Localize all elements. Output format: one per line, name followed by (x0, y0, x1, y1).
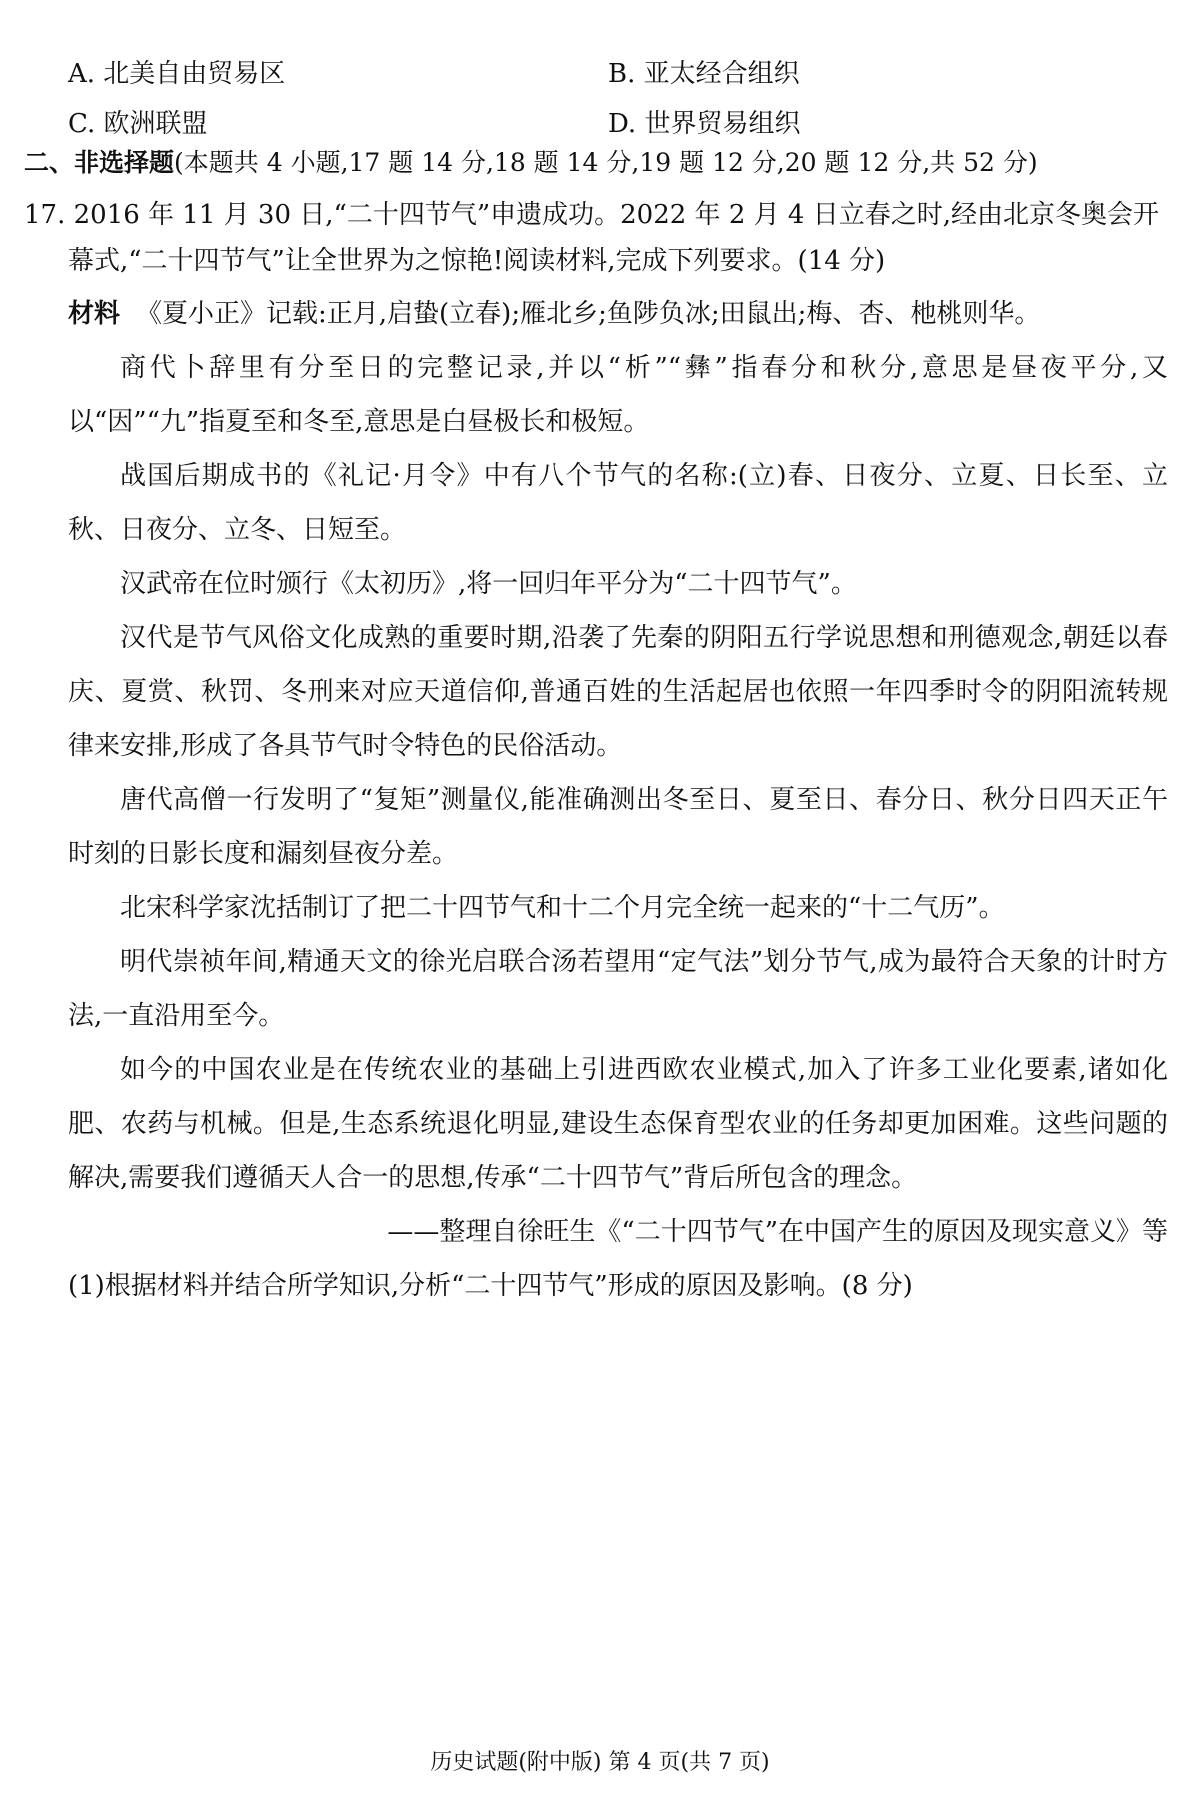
material-paragraph-8: 明代崇祯年间,精通天文的徐光启联合汤若望用“定气法”划分节气,成为最符合天象的计时方法,一直沿用至今。 (68, 947, 1168, 1031)
material-paragraph-6: 唐代高僧一行发明了“复矩”测量仪,能准确测出冬至日、夏至日、春分日、秋分日四天正午时刻的日影长度和漏刻昼夜分差。 (68, 785, 1168, 869)
material-paragraph-1 (68, 287, 1168, 341)
option-c: C. 欧洲联盟 (68, 108, 208, 139)
material-paragraph-4: 汉武帝在位时颁行《太初历》,将一回归年平分为“二十四节气”。 (120, 569, 857, 599)
sub-question-1: (1)根据材料并结合所学知识,分析“二十四节气”形成的原因及影响。(8 分) (68, 1271, 913, 1301)
option-a: A. 北美自由贸易区 (68, 58, 286, 89)
material-paragraph-1-text: 《夏小正》记载:正月,启蛰(立春);雁北乡;鱼陟负冰;田鼠出;梅、杏、杝桃则华。 (136, 299, 1041, 329)
material-paragraph-5: 汉代是节气风俗文化成熟的重要时期,沿袭了先秦的阴阳五行学说思想和刑德观念,朝廷以春庆、夏赏、秋罚、冬刑来对应天道信仰,普通百姓的生活起居也依照一年四季时令的阴阳流转规律来安排,形成了各具节气时令特色的民俗活动。 (68, 623, 1168, 761)
material-paragraph-7: 北宋科学家沈括制订了把二十四节气和十二个月完全统一起来的“十二气历”。 (120, 893, 1005, 923)
choice-options (68, 46, 1168, 146)
option-b: B. 亚太经合组织 (608, 58, 800, 89)
question-17-line-1: 17. 2016 年 11 月 30 日,“二十四节气”申遗成功。2022 年 2 月 4 日立春之时,经由北京冬奥会开 (24, 200, 1159, 230)
material-paragraph-3: 战国后期成书的《礼记·月令》中有八个节气的名称:(立)春、日夜分、立夏、日长至、立秋、日夜分、立冬、日短至。 (68, 461, 1168, 545)
material-paragraph-2: 商代卜辞里有分至日的完整记录,并以“析”“彝”指春分和秋分,意思是昼夜平分,又以“因”“九”指夏至和冬至,意思是白昼极长和极短。 (68, 353, 1168, 437)
material-label: 材料 (68, 299, 121, 329)
section-title: 二、非选择题 (24, 148, 175, 177)
options-row-2 (68, 96, 1168, 146)
question-17-line-2: 幕式,“二十四节气”让全世界为之惊艳!阅读材料,完成下列要求。(14 分) (68, 246, 886, 276)
option-d: D. 世界贸易组织 (608, 108, 801, 139)
material-paragraph-9: 如今的中国农业是在传统农业的基础上引进西欧农业模式,加入了许多工业化要素,诸如化肥、农药与机械。但是,生态系统退化明显,建设生态保育型农业的任务却更加困难。这些问题的解决,需要我们遵循天人合一的思想,传承“二十四节气”背后所包含的理念。 (68, 1055, 1168, 1193)
material-source: ——整理自徐旺生《“二十四节气”在中国产生的原因及现实意义》等 (387, 1217, 1168, 1247)
page-footer: 历史试题(附中版) 第 4 页(共 7 页) (430, 1750, 770, 1775)
section-heading (24, 143, 1038, 179)
options-row-1 (68, 46, 1168, 96)
material-block (68, 287, 1168, 1313)
section-note: (本题共 4 小题,17 题 14 分,18 题 14 分,19 题 12 分,20 题 12 分,共 52 分) (174, 148, 1038, 177)
